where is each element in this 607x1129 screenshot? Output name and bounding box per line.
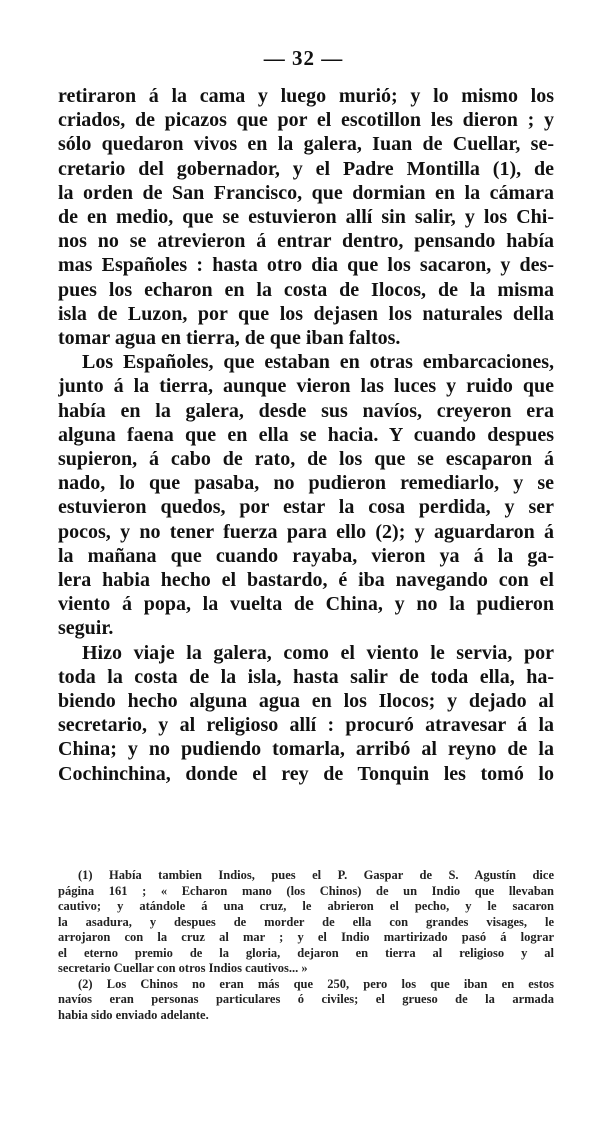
text-line: biendo hecho alguna agua en los Ilocos; y dejado al (58, 690, 554, 713)
text-line: pocos, y no tener fuerza para ello (2); y aguardaron á (58, 520, 554, 543)
text-line: Cochinchina, donde el rey de Tonquin les tomó lo (58, 762, 554, 785)
text-line: criados, de picazos que por el escotillon les dieron ; y (58, 109, 554, 132)
text-line: había en la galera, desde sus navíos, creyeron era (58, 399, 554, 422)
text-line: Los Españoles, que estaban en otras embarcaciones, (82, 351, 554, 374)
footnote-line: (1) Había tambien Indios, pues el P. Gaspar de S. Agustín dice (78, 868, 554, 882)
page-number: — 32 — (263, 46, 344, 70)
text-line: sólo quedaron vivos en la galera, Iuan de Cuellar, se- (58, 133, 554, 156)
text-line: la orden de San Francisco, que dormian en la cámara (58, 181, 554, 204)
text-line: seguir. (58, 617, 114, 640)
footnote-line: la asadura, y despues de morder de ella con grandes visages, le (58, 914, 554, 929)
main-text (58, 84, 554, 786)
text-line: supieron, á cabo de rato, de los que se escaparon á (58, 448, 554, 471)
text-line: secretario, y al religioso allí : procuró atravesar á la (58, 714, 554, 737)
text-line: cretario del gobernador, y el Padre Montilla (1), de (58, 157, 554, 180)
text-line: lera habia hecho el bastardo, é iba navegando con el (58, 569, 554, 592)
text-line: viento á popa, la vuelta de China, y no la pudieron (58, 593, 554, 616)
footnote-line: arrojaron con la cruz al mar ; y el Indio martirizado pasó á lograr (58, 930, 554, 944)
text-line: tomar agua en tierra, de que iban faltos. (58, 327, 401, 350)
footnote-line: habia sido enviado adelante. (58, 1007, 209, 1022)
text-line: toda la costa de la isla, hasta salir de toda ella, ha- (58, 665, 554, 688)
text-line: de en medio, que se estuvieron allí sin salir, y los Chi- (58, 206, 554, 229)
footnote-line: navíos eran personas particulares ó civiles; el grueso de la armada (58, 992, 554, 1006)
footnote-line: (2) Los Chinos no eran más que 250, pero los que iban en estos (78, 976, 554, 991)
text-line: retiraron á la cama y luego murió; y lo mismo los (58, 85, 554, 107)
text-line: estuvieron quedos, por estar la cosa perdida, y ser (58, 496, 554, 519)
text-line: la mañana que cuando rayaba, vieron ya á la ga- (58, 544, 554, 567)
text-line: isla de Luzon, por que los dejasen los naturales della (58, 302, 554, 325)
footnote-line: cautivo; y atándole á una cruz, le abrieron el pecho, y le sacaron (58, 899, 554, 913)
footnote-line: el eterno premio de la gloria, dejaron en tierra al religioso y al (58, 945, 554, 960)
text-line: nos no se atrevieron á entrar dentro, pensando había (58, 230, 554, 253)
text-line: nado, lo que pasaba, no pudieron remediarlo, y se (58, 472, 554, 495)
text-line: Hizo viaje la galera, como el viento le servia, por (82, 641, 554, 664)
text-line: junto á la tierra, aunque vieron las luces y ruido que (58, 375, 554, 398)
text-line: pues los echaron en la costa de Ilocos, de la misma (58, 278, 554, 301)
footnotes (58, 868, 554, 1023)
footnote-line: secretario Cuellar con otros Indios cautivos... » (58, 961, 308, 975)
text-line: alguna faena que en ella se hacia. Y cuando despues (58, 423, 554, 446)
text-line: China; y no pudiendo tomarla, arribó al reyno de la (58, 738, 554, 761)
footnote-line: página 161 ; « Echaron mano (los Chinos) de un Indio que llevaban (58, 883, 554, 898)
text-line: mas Españoles : hasta otro dia que los sacaron, y des- (58, 254, 554, 277)
